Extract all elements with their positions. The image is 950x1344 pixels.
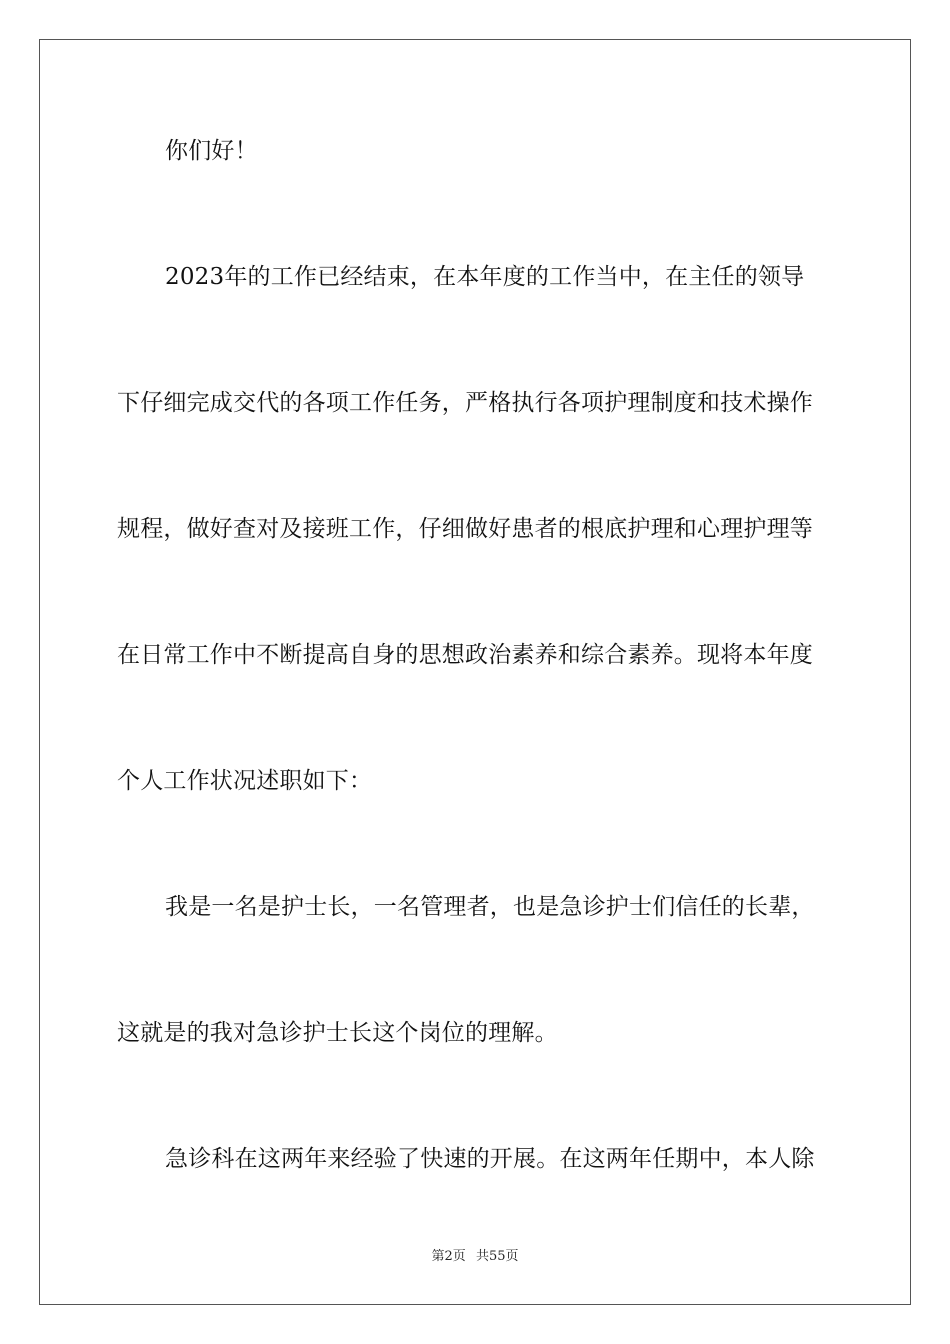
page-border (39, 39, 911, 1305)
body-line-6: 我是一名是护士长，一名管理者，也是急诊护士们信任的长辈， (165, 894, 815, 920)
salutation-line: 你们好！ (165, 138, 258, 164)
body-line-3: 规程，做好查对及接班工作，仔细做好患者的根底护理和心理护理等 (117, 516, 813, 542)
body-line-7: 这就是的我对急诊护士长这个岗位的理解。 (117, 1020, 558, 1046)
body-line-1-text: 2023年的工作已经结束，在本年度的工作当中，在主任的领导 (165, 264, 805, 290)
page-total: 共55页 (475, 1249, 519, 1264)
body-line-8: 急诊科在这两年来经验了快速的开展。在这两年任期中，本人除 (165, 1146, 815, 1172)
body-line-4: 在日常工作中不断提高自身的思想政治素养和综合素养。现将本年度 (117, 642, 813, 668)
body-line-5: 个人工作状况述职如下： (117, 768, 373, 794)
body-line-2: 下仔细完成交代的各项工作任务，严格执行各项护理制度和技术操作 (117, 390, 813, 416)
body-line-1 (165, 263, 833, 291)
page-number: 第2页 (431, 1249, 466, 1264)
page-footer (0, 1249, 950, 1265)
